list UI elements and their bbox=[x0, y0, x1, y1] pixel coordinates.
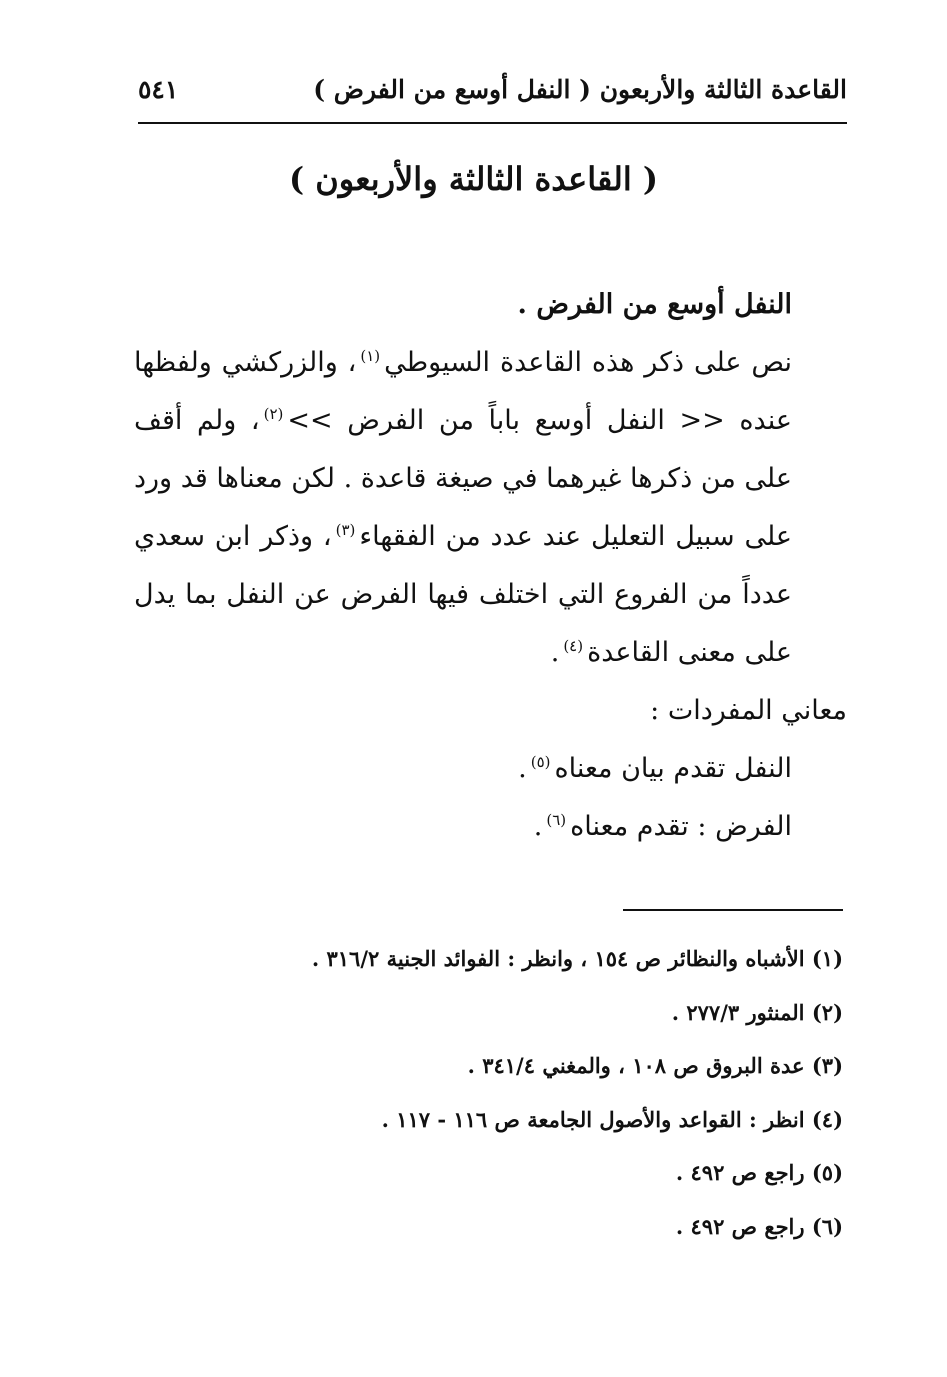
vocab-text: النفل تقدم بيان معناه bbox=[554, 753, 792, 784]
footnote-item: (٢) المنثور ٢٧٧/٣ . bbox=[671, 999, 843, 1025]
footnote-ref: (٦) bbox=[546, 811, 567, 829]
paragraph-text: نص على ذكر هذه القاعدة السيوطي bbox=[384, 347, 792, 378]
footnote-item: (١) الأشباه والنظائر ص ١٥٤ ، وانظر : الفوائد الجنية ٣١٦/٢ . bbox=[311, 946, 843, 971]
vocab-item-fard bbox=[134, 798, 847, 856]
running-title: القاعدة الثالثة والأربعون ( النفل أوسع من الفرض ) bbox=[313, 74, 847, 104]
footnote-ref: (٥) bbox=[530, 753, 551, 771]
vocab-text: الفرض : تقدم معناه bbox=[570, 811, 792, 842]
footnote-item: (٣) عدة البروق ص ١٠٨ ، والمغني ٣٤١/٤ . bbox=[467, 1053, 843, 1078]
footnote-item: (٥) راجع ص ٤٩٢ . bbox=[675, 1160, 843, 1185]
footnote-item: (٤) انظر : القواعد والأصول الجامعة ص ١١٦ - ١١٧ . bbox=[381, 1106, 843, 1132]
body-text bbox=[134, 276, 847, 856]
footnotes-list bbox=[134, 932, 843, 1253]
paragraph-text: . bbox=[550, 637, 560, 668]
footnote-item: (٦) راجع ص ٤٩٢ . bbox=[675, 1213, 843, 1239]
paragraph-text: ، ولم أقف على من ذكرها غيرهما في صيغة قاعدة . لكن معناها قد ورد على سبيل التعليل عند عدد من الفقهاء bbox=[134, 405, 792, 552]
header-divider bbox=[138, 122, 847, 124]
chapter-title: ( القاعدة الثالثة والأربعون ) bbox=[288, 160, 659, 198]
vocab-heading: معاني المفردات : bbox=[650, 695, 847, 726]
paragraph-intro bbox=[134, 334, 847, 682]
footnote-ref: (٢) bbox=[263, 405, 284, 423]
running-header bbox=[138, 64, 847, 114]
vocab-item-nafl bbox=[134, 740, 847, 798]
footnote-ref: (٣) bbox=[335, 521, 356, 539]
footnote-divider bbox=[623, 909, 843, 911]
vocab-end: . bbox=[518, 753, 527, 784]
footnote-ref: (٤) bbox=[563, 637, 584, 655]
paragraph-text: ، والزركشي ولفظها عنده << النفل أوسع باباً من الفرض >> bbox=[134, 347, 792, 436]
footnote-ref: (١) bbox=[360, 347, 381, 365]
vocab-end: . bbox=[533, 811, 543, 842]
page-number: ٥٤١ bbox=[138, 74, 179, 104]
rule-statement: النفل أوسع من الفرض . bbox=[517, 289, 792, 320]
paragraph-text: ، وذكر ابن سعدي عدداً من الفروع التي اختلف فيها الفرض عن النفل بما يدل على معنى القاعدة bbox=[134, 521, 792, 668]
